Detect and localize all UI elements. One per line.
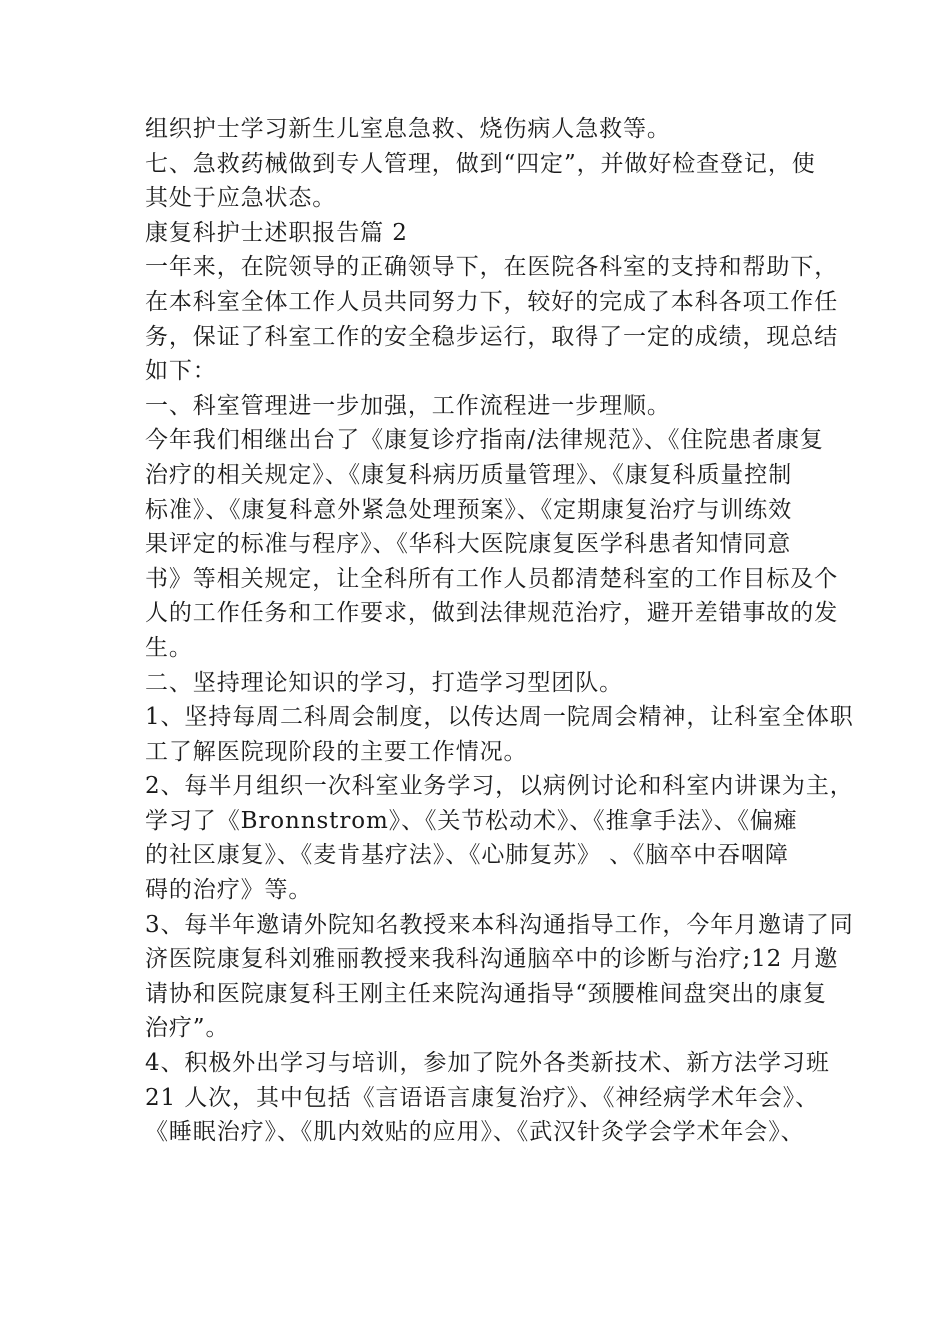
text-line: 的社区康复》、《麦肯基疗法》、《心肺复苏》 、《脑卒中吞咽障	[145, 842, 789, 869]
text-line: 治疗的相关规定》、《康复科病历质量管理》、《康复科质量控制	[145, 461, 793, 488]
text-line: 请协和医院康复科王刚主任来院沟通指导“颈腰椎间盘突出的康复	[145, 980, 827, 1007]
text-line: 人的工作任务和工作要求，做到法律规范治疗，避开差错事故的发	[145, 600, 839, 627]
text-line: 一年来，在院领导的正确领导下，在医院各科室的支持和帮助下，	[145, 254, 839, 281]
text-line: 4、积极外出学习与培训，参加了院外各类新技术、新方法学习班	[145, 1050, 830, 1077]
section-heading: 康复科护士述职报告篇 2	[145, 219, 408, 246]
text-line: 学习了《Bronnstrom》、《关节松动术》、《推拿手法》、《偏瘫	[145, 807, 798, 834]
text-line: 碍的治疗》等。	[145, 877, 313, 904]
text-line: 济医院康复科刘雅丽教授来我科沟通脑卒中的诊断与治疗;12 月邀	[145, 946, 839, 973]
text-line: 1、坚持每周二科周会制度，以传达周一院周会精神，让科室全体职	[145, 704, 854, 731]
text-line: 其处于应急状态。	[145, 185, 337, 212]
document-body	[145, 112, 854, 1150]
text-line: 书》等相关规定，让全科所有工作人员都清楚科室的工作目标及个	[145, 565, 839, 592]
text-line: 标准》、《康复科意外紧急处理预案》、《定期康复治疗与训练效	[145, 496, 793, 523]
text-line: 二、坚持理论知识的学习，打造学习型团队。	[145, 669, 623, 696]
text-line: 组织护士学习新生儿室息急救、烧伤病人急救等。	[145, 116, 671, 142]
text-line: 一、科室管理进一步加强，工作流程进一步理顺。	[145, 392, 671, 419]
text-line: 务，保证了科室工作的安全稳步运行，取得了一定的成绩，现总结	[145, 323, 839, 350]
text-line: 治疗”。	[145, 1015, 230, 1042]
text-line: 生。	[145, 634, 193, 661]
text-line: 七、急救药械做到专人管理，做到“四定”，并做好检查登记，使	[145, 150, 816, 177]
text-line: 在本科室全体工作人员共同努力下，较好的完成了本科各项工作任	[145, 288, 839, 315]
text-line: 《睡眠治疗》、《肌内效贴的应用》、《武汉针灸学会学术年会》、	[145, 1119, 805, 1146]
text-line: 2、每半月组织一次科室业务学习，以病例讨论和科室内讲课为主，	[145, 773, 854, 800]
text-line: 果评定的标准与程序》、《华科大医院康复医学科患者知情同意	[145, 531, 792, 558]
text-line: 工了解医院现阶段的主要工作情况。	[145, 738, 528, 765]
text-line: 3、每半年邀请外院知名教授来本科沟通指导工作，今年月邀请了同	[145, 911, 854, 938]
text-line: 21 人次，其中包括《言语语言康复治疗》、《神经病学术年会》、	[145, 1084, 819, 1111]
text-line: 今年我们相继出台了《康复诊疗指南/法律规范》、《住院患者康复	[145, 427, 824, 454]
text-line: 如下：	[145, 358, 217, 385]
